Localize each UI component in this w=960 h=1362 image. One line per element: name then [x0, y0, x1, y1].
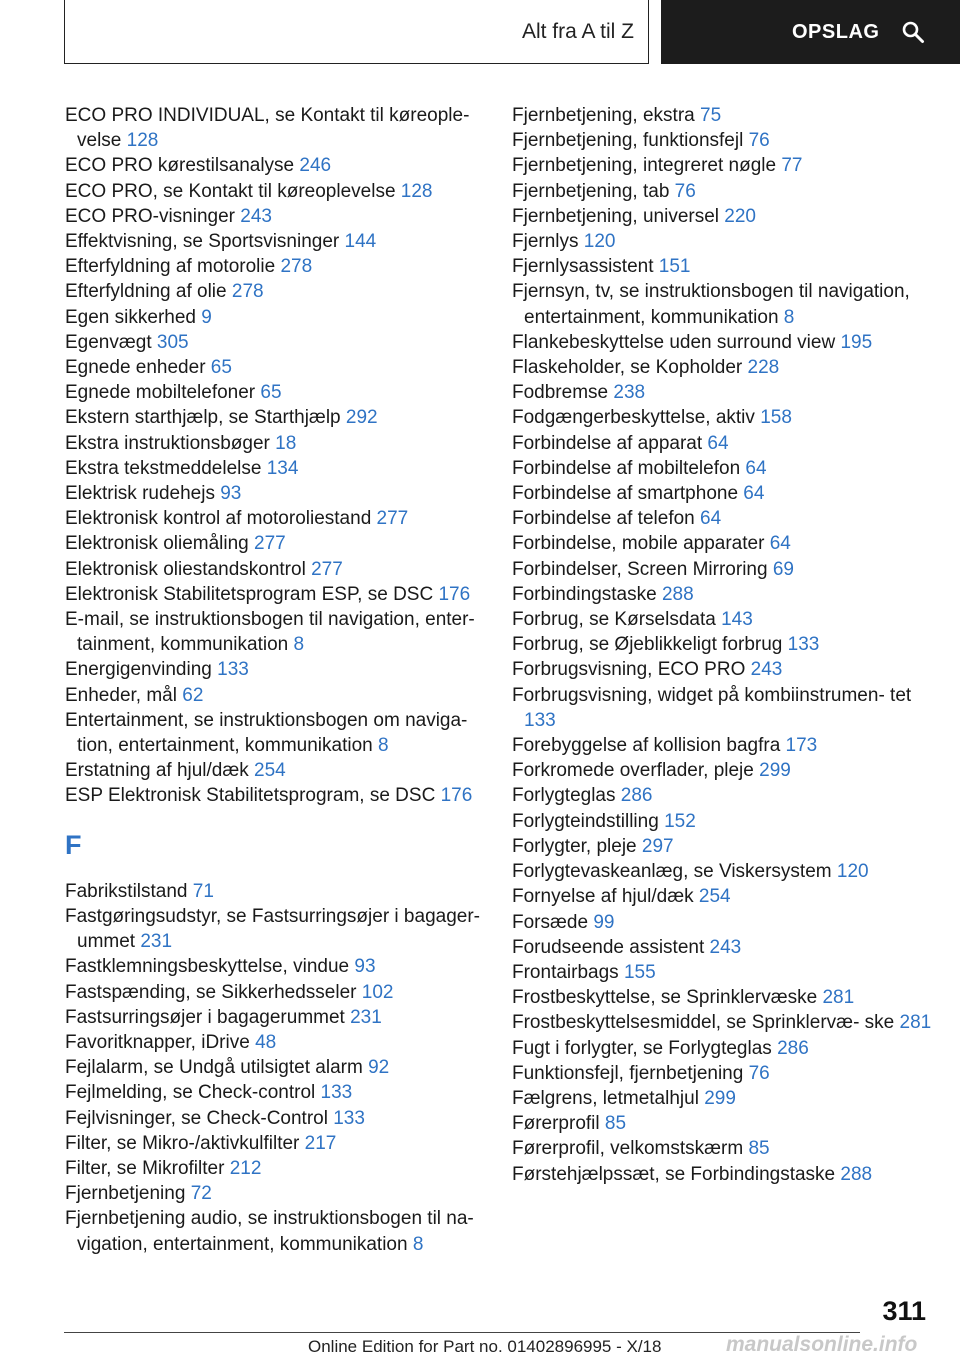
index-entry [512, 204, 932, 229]
index-term: Forkromede overflader, pleje [512, 760, 760, 782]
page-link[interactable]: 176 [440, 785, 473, 807]
page-link[interactable]: 75 [700, 105, 722, 126]
index-entry [65, 330, 485, 355]
index-entry [512, 405, 932, 430]
index-entry [512, 657, 932, 682]
index-term: Frostbeskyttelse, se Sprinklervæske [512, 987, 823, 1009]
index-entry [512, 153, 932, 178]
index-term: Egen sikkerhed [65, 306, 202, 328]
index-column-left [65, 103, 485, 1257]
index-entry [65, 380, 485, 405]
page-link[interactable]: 243 [709, 936, 742, 958]
index-term: Fodgængerbeskyttelse, aktiv [512, 407, 761, 429]
index-term: Ekstra tekstmeddelelse [65, 457, 267, 479]
page-link[interactable]: 278 [280, 256, 313, 278]
index-term: ECO PRO INDIVIDUAL, se Kontakt til køreople‐ velse [65, 105, 470, 152]
index-entry [65, 980, 485, 1005]
page-link[interactable]: 176 [438, 583, 471, 605]
page-link[interactable]: 158 [760, 407, 792, 429]
page-link[interactable]: 64 [707, 432, 729, 454]
page-link[interactable]: 18 [275, 432, 297, 454]
index-term: Flankebeskyttelse uden surround view [512, 331, 841, 353]
index-entry [65, 1206, 485, 1256]
index-entry [65, 607, 485, 657]
page-link[interactable]: 85 [748, 1138, 770, 1160]
page-link[interactable]: 8 [412, 1233, 424, 1255]
index-entry [512, 1162, 932, 1187]
index-entry [512, 103, 932, 128]
index-term: Fastsurringsøjer i bagagerummet [65, 1006, 351, 1028]
page-link[interactable]: 128 [126, 130, 159, 152]
page-link[interactable]: 9 [201, 306, 212, 328]
page-link[interactable]: 128 [400, 180, 433, 202]
page-link[interactable]: 144 [344, 231, 377, 253]
index-term: Forbindelse af telefon [512, 508, 701, 530]
page-link[interactable]: 281 [899, 1012, 932, 1034]
index-column-right [512, 103, 932, 1187]
index-entry [65, 1030, 485, 1055]
page-link[interactable]: 133 [787, 634, 820, 656]
page-link[interactable]: 8 [378, 735, 389, 757]
index-term: Erstatning af hjul/dæk [65, 760, 255, 782]
index-term: Forbrugsvisning, widget på kombiinstrumen‐ tet [512, 684, 912, 706]
index-group-f-continued [512, 103, 932, 1187]
page-link[interactable]: 8 [293, 634, 305, 656]
header-section-tab [64, 0, 649, 64]
page-link[interactable]: 217 [304, 1132, 337, 1154]
page-link[interactable]: 76 [674, 180, 696, 202]
page-link[interactable]: 173 [785, 735, 818, 757]
index-term: Fjernlys [512, 231, 584, 253]
page-link[interactable]: 64 [743, 483, 765, 505]
index-term: Forlygter, pleje [512, 835, 642, 857]
index-term: Fjernbetjening audio, se instruktionsbogen til na‐ vigation, entertainment, kommunikation [65, 1208, 474, 1255]
index-entry [512, 128, 932, 153]
index-term: Funktionsfejl, fjernbetjening [512, 1062, 749, 1084]
index-term: Egnede mobiltelefoner [65, 382, 261, 404]
index-term: Elektronisk Stabilitetsprogram ESP, se DSC [65, 583, 439, 605]
index-entry [65, 1156, 485, 1181]
index-entry [512, 506, 932, 531]
index-term: Ekstra instruktionsbøger [65, 432, 276, 454]
index-entry [65, 683, 485, 708]
index-term: Fabrikstilstand [65, 880, 193, 902]
index-term: Forbrug, se Øjeblikkeligt forbrug [512, 634, 788, 656]
page-link[interactable]: 93 [354, 956, 376, 978]
index-term: Elektrisk rudehejs [65, 483, 221, 505]
index-entry [512, 632, 932, 657]
page-link[interactable]: 243 [750, 659, 783, 681]
index-entry [65, 708, 485, 758]
index-group-f [65, 879, 485, 1257]
index-term: Efterfyldning af olie [65, 281, 232, 303]
index-entry [65, 1106, 485, 1131]
index-entry [512, 985, 932, 1010]
index-entry [512, 557, 932, 582]
page-link[interactable]: 155 [623, 961, 656, 983]
page-link[interactable]: 299 [704, 1087, 736, 1109]
page-link[interactable]: 297 [641, 835, 674, 857]
page-link[interactable]: 238 [613, 382, 646, 404]
page-link[interactable]: 92 [368, 1057, 390, 1079]
index-term: Fornyelse af hjul/dæk [512, 886, 699, 908]
index-term: E-mail, se instruktionsbogen til navigation, enter‐ tainment, kommunikation [65, 609, 475, 656]
index-group-e [65, 103, 485, 809]
index-term: Filter, se Mikrofilter [65, 1157, 230, 1179]
index-term: Egenvægt [65, 331, 157, 353]
index-entry [65, 582, 485, 607]
index-term: Forbrug, se Kørselsdata [512, 609, 722, 631]
index-term: Energigenvinding [65, 659, 218, 681]
index-entry [512, 733, 932, 758]
index-entry [512, 279, 932, 329]
lookup-button[interactable] [661, 0, 960, 64]
index-term: Fjernbetjening, integreret nøgle [512, 155, 782, 177]
index-entry [65, 355, 485, 380]
index-entry [65, 904, 485, 954]
page-link[interactable]: 152 [664, 810, 696, 832]
index-entry [65, 879, 485, 904]
index-term: Forlygteglas [512, 785, 621, 807]
index-entry [512, 1010, 932, 1035]
page-link[interactable]: 220 [724, 205, 756, 227]
index-term: Forsæde [512, 911, 594, 933]
index-entry [65, 783, 485, 808]
page-link[interactable]: 133 [320, 1082, 353, 1104]
index-entry [512, 758, 932, 783]
page-link[interactable]: 246 [299, 155, 332, 177]
index-term: Frostbeskyttelsesmiddel, se Sprinklervæ‐ ske [512, 1012, 900, 1034]
index-term: Frontairbags [512, 961, 624, 983]
index-term: Fjernsyn, tv, se instruktionsbogen til navigation, entertainment, kommunikation [512, 281, 910, 328]
index-term: Forbindelse, mobile apparater [512, 533, 770, 555]
page-link[interactable]: 286 [620, 785, 653, 807]
page-link[interactable]: 120 [583, 231, 616, 253]
index-entry [512, 1136, 932, 1161]
index-term: Fjernbetjening, universel [512, 205, 725, 227]
page-link[interactable]: 277 [311, 558, 343, 580]
index-entry [65, 405, 485, 430]
index-term: Flaskeholder, se Kopholder [512, 357, 748, 379]
index-term: Forbindelser, Screen Mirroring [512, 558, 773, 580]
index-term: Elektronisk oliestandskontrol [65, 558, 312, 580]
index-entry [65, 481, 485, 506]
index-entry [512, 355, 932, 380]
index-term: ECO PRO, se Kontakt til køreoplevelse [65, 180, 401, 202]
page-link[interactable]: 133 [217, 659, 249, 681]
index-entry [512, 910, 932, 935]
page-link[interactable]: 64 [745, 457, 767, 479]
page-link[interactable]: 85 [604, 1113, 627, 1135]
index-term: Forebyggelse af kollision bagfra [512, 735, 786, 757]
index-entry [512, 229, 932, 254]
index-entry [65, 1005, 485, 1030]
index-term: Forbrugsvisning, ECO PRO [512, 659, 751, 681]
page-link[interactable]: 76 [748, 1062, 770, 1084]
page-link[interactable]: 277 [254, 533, 286, 555]
index-term: Fastklemningsbeskyttelse, vindue [65, 956, 355, 978]
index-term: Enheder, mål [65, 684, 183, 706]
page-link[interactable]: 133 [333, 1107, 365, 1129]
index-term: Forlygteindstilling [512, 810, 665, 832]
index-entry [512, 380, 932, 405]
index-entry [65, 531, 485, 556]
index-entry [512, 1036, 932, 1061]
index-term: Fejlalarm, se Undgå utilsigtet alarm [65, 1057, 369, 1079]
page-link[interactable]: 77 [781, 155, 803, 177]
index-term: ESP Elektronisk Stabilitetsprogram, se DSC [65, 785, 441, 807]
page-link[interactable]: 69 [772, 558, 794, 580]
page-link[interactable]: 102 [361, 981, 394, 1003]
page-link[interactable]: 8 [783, 306, 795, 328]
index-entry [65, 1131, 485, 1156]
index-term: Fejlmelding, se Check-control [65, 1082, 321, 1104]
index-entry [512, 582, 932, 607]
page-link[interactable]: 278 [231, 281, 264, 303]
page-link[interactable]: 99 [593, 911, 615, 933]
index-term: Fastspænding, se Sikkerhedsseler [65, 981, 362, 1003]
index-term: Egnede enheder [65, 357, 211, 379]
index-entry [512, 481, 932, 506]
index-term: ECO PRO kørestilsanalyse [65, 155, 300, 177]
page-link[interactable]: 195 [840, 331, 873, 353]
index-term: Fastgøringsudstyr, se Fastsurringsøjer i bagager‐ ummet [65, 905, 480, 953]
page-link[interactable]: 76 [748, 130, 770, 152]
page-link[interactable]: 48 [255, 1031, 277, 1053]
index-entry [512, 254, 932, 279]
index-entry [512, 330, 932, 355]
index-entry [512, 834, 932, 859]
page-link[interactable]: 277 [376, 508, 409, 530]
index-term: Fjernbetjening [65, 1183, 191, 1205]
index-term: ECO PRO-visninger [65, 205, 241, 227]
page-link[interactable]: 288 [840, 1163, 873, 1185]
index-entry [512, 456, 932, 481]
index-entry [65, 1181, 485, 1206]
footer-edition: Online Edition for Part no. 01402896995 - X/18 [308, 1337, 662, 1356]
index-term: Ekstern starthjælp, se Starthjælp [65, 407, 346, 429]
page-link[interactable]: 71 [192, 880, 214, 902]
page-link[interactable]: 286 [777, 1037, 809, 1059]
index-term: Forbindelse af apparat [512, 432, 708, 454]
page-link[interactable]: 134 [266, 457, 299, 479]
page-link[interactable]: 305 [156, 331, 189, 353]
page-link[interactable]: 151 [658, 256, 691, 278]
index-term: Forudseende assistent [512, 936, 710, 958]
page-number: 311 [882, 1296, 926, 1326]
index-entry [65, 153, 485, 178]
page-link[interactable]: 228 [747, 357, 780, 379]
index-entry [512, 179, 932, 204]
search-icon [901, 20, 925, 44]
index-entry [65, 305, 485, 330]
index-entry [65, 954, 485, 979]
index-term: Fjernbetjening, ekstra [512, 105, 700, 126]
index-term: Elektronisk kontrol af motoroliestand [65, 508, 377, 530]
index-term: Fodbremse [512, 382, 614, 404]
page-link[interactable]: 62 [182, 684, 204, 706]
page-link[interactable]: 292 [345, 407, 378, 429]
page-link[interactable]: 254 [698, 886, 731, 908]
index-term: Fjernlysassistent [512, 256, 659, 278]
index-entry [65, 103, 485, 153]
page-link[interactable]: 231 [350, 1006, 382, 1028]
index-entry [65, 1080, 485, 1105]
index-entry [65, 456, 485, 481]
page-link[interactable]: 64 [700, 508, 722, 530]
index-entry [65, 179, 485, 204]
page-link[interactable]: 72 [190, 1183, 212, 1205]
index-entry [65, 254, 485, 279]
index-entry [512, 1061, 932, 1086]
index-term: Fælgrens, letmetalhjul [512, 1087, 705, 1109]
page-link[interactable]: 143 [721, 609, 753, 631]
index-term: Fjernbetjening, funktionsfejl [512, 130, 749, 152]
index-entry [512, 683, 932, 733]
page-link[interactable]: 243 [240, 205, 272, 227]
index-entry [65, 229, 485, 254]
index-entry [65, 506, 485, 531]
index-entry [65, 758, 485, 783]
page-link[interactable]: 288 [661, 583, 694, 605]
index-entry [65, 204, 485, 229]
page-link[interactable]: 299 [759, 760, 791, 782]
index-term: Effektvisning, se Sportsvisninger [65, 231, 345, 253]
index-entry [65, 431, 485, 456]
index-term: Forlygtevaskeanlæg, se Viskersystem [512, 861, 837, 883]
index-term: Elektronisk oliemåling [65, 533, 255, 555]
index-term: Forbindelse af smartphone [512, 483, 744, 505]
index-term: Forbindelse af mobiltelefon [512, 457, 746, 479]
index-term: Filter, se Mikro-/aktivkulfilter [65, 1132, 305, 1154]
page-link[interactable]: 65 [260, 382, 282, 404]
index-term: Favoritknapper, iDrive [65, 1031, 256, 1053]
page-link[interactable]: 64 [769, 533, 791, 555]
section-title: Alt fra A til Z [521, 19, 634, 43]
index-term: Forbindingstaske [512, 583, 662, 605]
index-term: Førstehjælpssæt, se Forbindingstaske [512, 1163, 841, 1185]
index-entry [512, 859, 932, 884]
index-entry [512, 431, 932, 456]
index-term: Entertainment, se instruktionsbogen om naviga‐ tion, entertainment, kommunikation [65, 709, 468, 757]
page-link[interactable]: 65 [210, 357, 232, 379]
index-entry [512, 531, 932, 556]
page-link[interactable]: 254 [254, 760, 286, 782]
index-entry [512, 783, 932, 808]
index-entry [65, 657, 485, 682]
page-link[interactable]: 93 [220, 483, 242, 505]
index-entry [512, 809, 932, 834]
page-link[interactable]: 281 [822, 987, 855, 1009]
index-entry [512, 935, 932, 960]
index-entry [512, 1086, 932, 1111]
index-term: Fjernbetjening, tab [512, 180, 675, 202]
page-link[interactable]: 231 [140, 931, 173, 953]
index-term: Fugt i forlygter, se Forlygteglas [512, 1037, 778, 1059]
watermark: manualsonline.info [726, 1333, 918, 1356]
index-entry [512, 960, 932, 985]
index-entry [512, 1111, 932, 1136]
index-entry [65, 1055, 485, 1080]
lookup-label: OPSLAG [792, 20, 880, 43]
index-term: Førerprofil [512, 1113, 605, 1135]
index-entry [65, 557, 485, 582]
index-term: Efterfyldning af motorolie [65, 256, 281, 278]
index-entry [512, 607, 932, 632]
page-link[interactable]: 212 [229, 1157, 262, 1179]
section-letter-f: F [65, 829, 82, 860]
page-link[interactable]: 133 [524, 709, 556, 731]
index-term: Førerprofil, velkomstskærm [512, 1138, 749, 1160]
page-link[interactable]: 120 [836, 861, 869, 883]
index-entry [65, 279, 485, 304]
index-term: Fejlvisninger, se Check-Control [65, 1107, 334, 1129]
index-entry [512, 884, 932, 909]
